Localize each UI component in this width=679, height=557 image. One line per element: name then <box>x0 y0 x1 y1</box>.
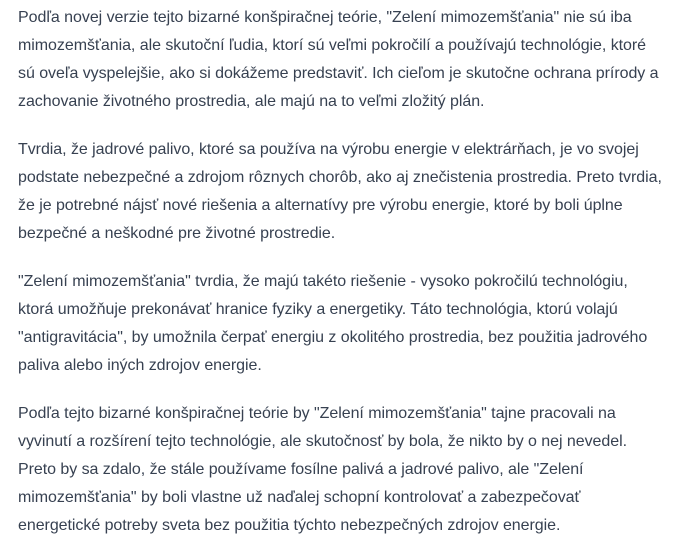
paragraph-2: Tvrdia, že jadrové palivo, ktoré sa používa na výrobu energie v elektrárňach, je vo svojej podstate nebezpečné a zdrojom rôznych chorôb, ako aj znečistenia prostredia. Preto tvrdia, že je potrebné nájsť nové riešenia a alternatívy pre výrobu energie, ktoré by boli úplne bezpečné a neškodné pre životné prostredie. <box>18 141 662 242</box>
paragraph-4: Podľa tejto bizarné konšpiračnej teórie by "Zelení mimozemšťania" tajne pracovali na vyvinutí a rozšírení tejto technológie, ale skutočnosť by bola, že nikto by o nej nevedel. Preto by sa zdalo, že stále používame fosílne palivá a jadrové palivo, ale "Zelení mimozemšťania" by boli vlastne už naďalej schopní kontrolovať a zabezpečovať energetické potreby sveta bez použitia týchto nebezpečných zdrojov energie. <box>18 405 627 534</box>
paragraph-3: "Zelení mimozemšťania" tvrdia, že majú takéto riešenie - vysoko pokročilú technológiu, ktorá umožňuje prekonávať hranice fyziky a energetiky. Táto technológia, ktorú volajú "antigravitácia", by umožnila čerpať energiu z okolitého prostredia, bez použitia jadrového paliva alebo iných zdrojov energie. <box>18 273 648 374</box>
paragraph-1: Podľa novej verzie tejto bizarné konšpiračnej teórie, "Zelení mimozemšťania" nie sú iba mimozemšťania, ale skutoční ľudia, ktorí sú veľmi pokročilí a používajú technológie, ktoré sú oveľa vyspelejšie, ako si dokážeme predstaviť. Ich cieľom je skutočne ochrana prírody a zachovanie životného prostredia, ale majú na to veľmi zložitý plán. <box>18 9 659 110</box>
